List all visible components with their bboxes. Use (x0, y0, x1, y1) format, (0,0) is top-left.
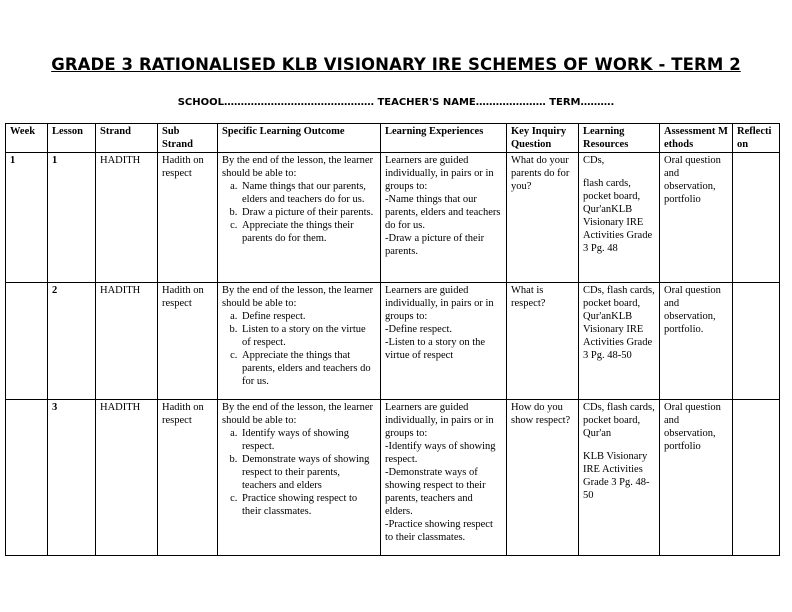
outcome-item: c. Appreciate the things that parents, elders and teachers do for us. (240, 349, 376, 388)
outcome-cell (218, 400, 381, 556)
reflection-cell (733, 153, 780, 283)
inquiry-cell: How do you show respect? (507, 400, 579, 556)
sub-strand-cell: Hadith on respect (158, 400, 218, 556)
outcome-intro: By the end of the lesson, the learner should be able to: (222, 155, 374, 179)
outcome-list (222, 180, 376, 245)
header-key-inquiry-question: Key Inquiry Question (507, 124, 579, 153)
strand-cell: HADITH (96, 153, 158, 283)
sub-strand-cell: Hadith on respect (158, 153, 218, 283)
outcome-cell (218, 283, 381, 400)
outcome-item: c. Practice showing respect to their classmates. (240, 492, 376, 518)
header-specific-learning-outcome: Specific Learning Outcome (218, 124, 381, 153)
table-header-row (6, 124, 780, 153)
week-cell (6, 283, 48, 400)
inquiry-cell: What is respect? (507, 283, 579, 400)
school-teacher-term-line: SCHOOL……………………………………… TEACHER'S NAME………………… TERM………. (177, 97, 615, 108)
experience-line: Learners are guided individually, in pairs or in groups to: (385, 155, 494, 192)
header-learning-resources: Learning Resources (579, 124, 660, 153)
experience-line: Learners are guided individually, in pairs or in groups to: (385, 285, 494, 322)
outcome-list (222, 310, 376, 388)
outcome-item: a. Define respect. (240, 310, 376, 323)
assessment-cell: Oral question and observation, portfolio (660, 153, 733, 283)
outcome-item: a. Name things that our parents, elders and teachers do for us. (240, 180, 376, 206)
header-assessment-methods: Assessment Methods (660, 124, 733, 153)
experiences-cell (381, 283, 507, 400)
outcome-item: c. Appreciate the things their parents do for them. (240, 219, 376, 245)
table-row (6, 153, 780, 283)
outcome-item: b. Listen to a story on the virtue of respect. (240, 323, 376, 349)
outcome-list (222, 427, 376, 518)
experience-line: -Demonstrate ways of showing respect to their parents, teachers and elders. (385, 467, 486, 517)
document-title: GRADE 3 RATIONALISED KLB VISIONARY IRE SCHEMES OF WORK - TERM 2 (51, 55, 741, 74)
reflection-cell (733, 283, 780, 400)
experience-line: -Define respect. (385, 324, 453, 335)
resource-line: flash cards, pocket board, Qur'anKLB Visionary IRE Activities Grade 3 Pg. 48 (583, 178, 653, 254)
week-cell: 1 (6, 153, 48, 283)
outcome-intro: By the end of the lesson, the learner should be able to: (222, 402, 374, 426)
experiences-cell (381, 400, 507, 556)
experience-line: Learners are guided individually, in pairs or in groups to: (385, 402, 494, 439)
header-week: Week (6, 124, 48, 153)
header-sub-strand: Sub Strand (158, 124, 218, 153)
lesson-cell: 1 (48, 153, 96, 283)
schemes-of-work-table (5, 123, 780, 556)
outcome-item: b. Draw a picture of their parents. (240, 206, 376, 219)
header-strand: Strand (96, 124, 158, 153)
resource-line: CDs, flash cards, pocket board, Qur'anKLB Visionary IRE Activities Grade 3 Pg. 48-50 (583, 285, 655, 361)
experience-line: -Listen to a story on the virtue of respect (385, 337, 486, 361)
assessment-cell: Oral question and observation, portfolio (660, 400, 733, 556)
header-reflection: Reflection (733, 124, 780, 153)
resource-line: CDs, flash cards, pocket board, Qur'an (583, 402, 655, 439)
lesson-cell: 2 (48, 283, 96, 400)
experiences-cell (381, 153, 507, 283)
reflection-cell (733, 400, 780, 556)
outcome-item: b. Demonstrate ways of showing respect to their parents, teachers and elders (240, 453, 376, 492)
sub-strand-cell: Hadith on respect (158, 283, 218, 400)
experience-line: -Draw a picture of their parents. (385, 233, 485, 257)
header-lesson: Lesson (48, 124, 96, 153)
outcome-intro: By the end of the lesson, the learner should be able to: (222, 285, 374, 309)
resources-cell (579, 400, 660, 556)
week-cell (6, 400, 48, 556)
resources-cell (579, 153, 660, 283)
table-row (6, 400, 780, 556)
outcome-cell (218, 153, 381, 283)
resources-cell (579, 283, 660, 400)
strand-cell: HADITH (96, 400, 158, 556)
header-learning-experiences: Learning Experiences (381, 124, 507, 153)
outcome-item: a. Identify ways of showing respect. (240, 427, 376, 453)
table-row (6, 283, 780, 400)
experience-line: -Name things that our parents, elders and teachers do for us. (385, 194, 501, 231)
strand-cell: HADITH (96, 283, 158, 400)
lesson-cell: 3 (48, 400, 96, 556)
resource-line: KLB Visionary IRE Activities Grade 3 Pg. 48-50 (583, 451, 650, 501)
experience-line: -Practice showing respect to their classmates. (385, 519, 493, 543)
assessment-cell: Oral question and observation, portfolio. (660, 283, 733, 400)
resource-line: CDs, (583, 155, 605, 166)
experience-line: -Identify ways of showing respect. (385, 441, 496, 465)
inquiry-cell: What do your parents do for you? (507, 153, 579, 283)
